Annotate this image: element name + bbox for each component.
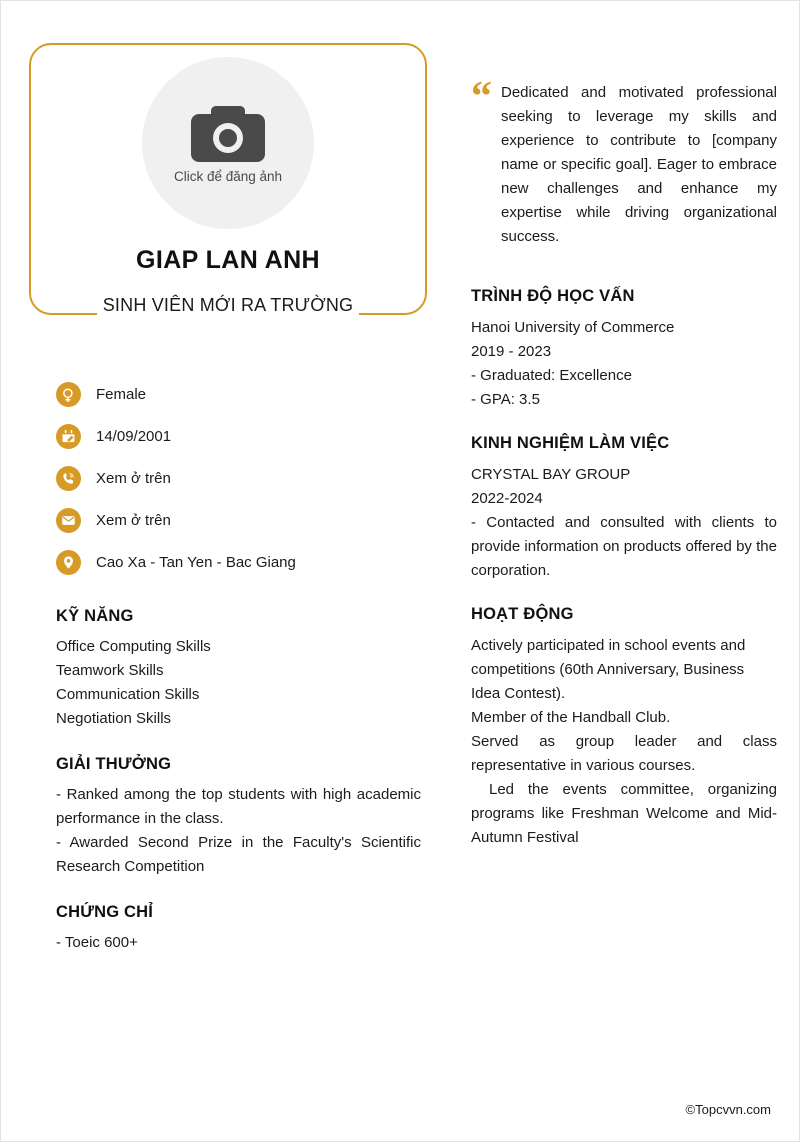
education-school: Hanoi University of Commerce <box>471 319 675 336</box>
spacer <box>471 249 777 271</box>
list-item: - Toeic 600+ <box>56 934 138 951</box>
contact-value: 14/09/2001 <box>96 427 172 445</box>
section-heading-activities: HOẠT ĐỘNG <box>471 605 574 623</box>
skills-list <box>56 635 421 731</box>
location-pin-icon <box>56 550 81 575</box>
education-detail: - Graduated: Excellence <box>471 367 632 384</box>
right-column <box>471 74 777 850</box>
photo-upload-hint: Click để đăng ảnh <box>173 169 283 184</box>
list-item: - Ranked among the top students with high academic performance in the class. <box>56 786 421 827</box>
left-column <box>56 373 421 955</box>
spacer <box>471 583 777 605</box>
contact-row-email <box>56 499 421 541</box>
gender-female-icon <box>56 382 81 407</box>
section-heading-awards: GIẢI THƯỞNG <box>56 755 172 773</box>
list-item: Office Computing Skills <box>56 638 211 655</box>
professional-summary <box>471 74 777 249</box>
section-heading-certificates: CHỨNG CHỈ <box>56 903 154 921</box>
candidate-role: SINH VIÊN MỚI RA TRƯỜNG <box>102 295 354 315</box>
section-heading-experience: KINH NGHIỆM LÀM VIỆC <box>471 434 670 452</box>
envelope-icon <box>56 508 81 533</box>
activity-item: Member of the Handball Club. <box>471 709 671 726</box>
quote-icon: “ <box>471 74 492 120</box>
certificates-list <box>56 931 421 955</box>
contact-row-phone <box>56 457 421 499</box>
contact-row-address <box>56 541 421 583</box>
header-card <box>29 43 427 315</box>
experience-company: CRYSTAL BAY GROUP <box>471 466 631 483</box>
photo-upload-placeholder[interactable] <box>142 57 314 229</box>
contact-list <box>56 373 421 583</box>
contact-value: Xem ở trên <box>96 469 171 487</box>
list-item: Communication Skills <box>56 686 200 703</box>
activity-item: Served as group leader and class representative in various courses. <box>471 733 777 774</box>
section-heading-education: TRÌNH ĐỘ HỌC VẤN <box>471 287 635 305</box>
list-item: - Awarded Second Prize in the Faculty's Scientific Research Competition <box>56 834 421 875</box>
list-item: Teamwork Skills <box>56 662 164 679</box>
education-entry <box>471 316 777 412</box>
spacer <box>471 412 777 434</box>
education-detail: - GPA: 3.5 <box>471 391 540 408</box>
phone-icon <box>56 466 81 491</box>
summary-text: Dedicated and motivated professional seeking to leverage my skills and experience to contribute to [company name or specific goal]. Eager to embrace new challenges and enhance my expertise while driving organizational success. <box>501 84 777 245</box>
spacer <box>471 271 777 287</box>
contact-row-birthdate <box>56 415 421 457</box>
activities-list <box>471 634 777 850</box>
contact-value: Cao Xa - Tan Yen - Bac Giang <box>96 553 296 571</box>
section-heading-skills: KỸ NĂNG <box>56 607 134 625</box>
contact-row-gender <box>56 373 421 415</box>
candidate-name: GIAP LAN ANH <box>136 246 320 274</box>
calendar-edit-icon <box>56 424 81 449</box>
education-period: 2019 - 2023 <box>471 343 552 360</box>
contact-value: Xem ở trên <box>96 511 171 529</box>
experience-period: 2022-2024 <box>471 490 543 507</box>
footer-watermark: ©Topcvvn.com <box>685 1102 771 1117</box>
contact-value: Female <box>96 385 147 403</box>
experience-description: - Contacted and consulted with clients to provide information on products offered by the corporation. <box>471 514 777 579</box>
activity-item: Actively participated in school events and competitions (60th Anniversary, Business Idea Contest). <box>471 637 746 702</box>
awards-list <box>56 783 421 879</box>
activity-item: Led the events committee, organizing programs like Freshman Welcome and Mid-Autumn Festival <box>471 781 777 846</box>
list-item: Negotiation Skills <box>56 710 172 727</box>
experience-entry <box>471 463 777 583</box>
camera-icon <box>191 106 265 162</box>
